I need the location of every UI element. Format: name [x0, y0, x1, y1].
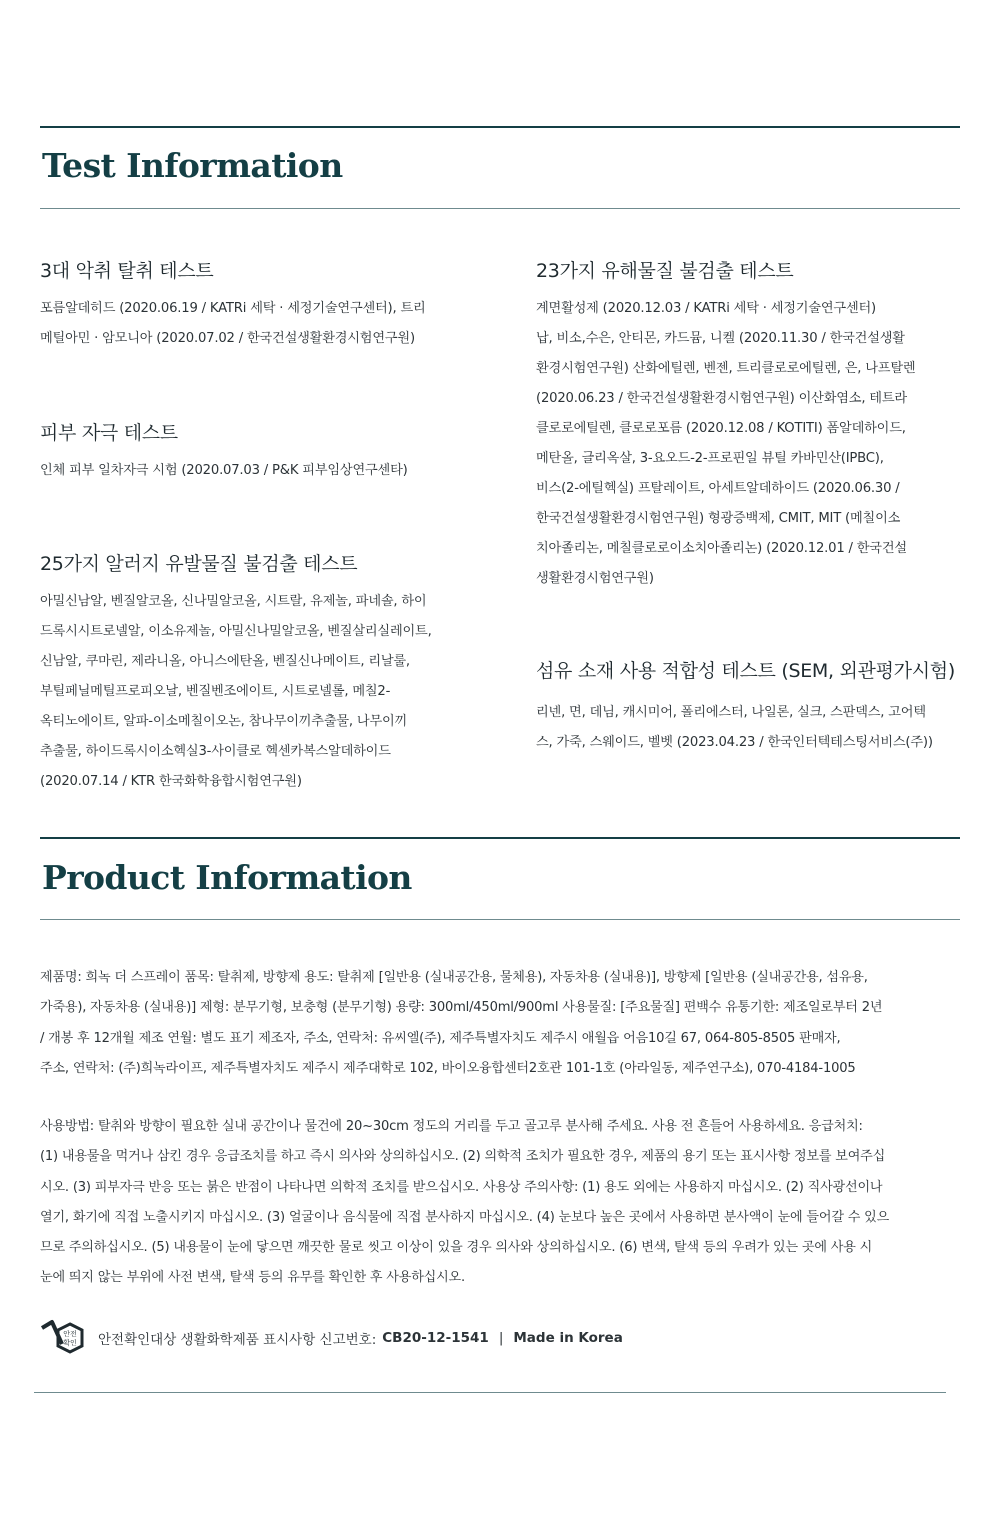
test-body-line: 계면활성제 (2020.12.03 / KATRi 세탁 · 세정기술연구센터) [536, 301, 876, 316]
test-body-line: 납, 비소,수은, 안티몬, 카드뮴, 니켈 (2020.11.30 / 한국건설생활 [536, 331, 905, 346]
product-usage-line: 열기, 화기에 직접 노출시키지 마십시오. (3) 얼굴이나 음식물에 직접 분사하지 마십시오. (4) 눈보다 높은 곳에서 사용하면 분사액이 눈에 들어갈 수 있으 [40, 1209, 890, 1225]
product-usage-line: 사용방법: 탈취와 방향이 필요한 실내 공간이나 물건에 20~30cm 정도의 거리를 두고 골고루 분사해 주세요. 사용 전 흔들어 사용하세요. 응급처치: [40, 1119, 863, 1134]
test-section-title-rule [40, 208, 960, 209]
made-in-label: Made in Korea [513, 1330, 623, 1346]
test-body-line: (2020.06.23 / 한국건설생활환경시험연구원) 이산화염소, 테트라 [536, 391, 907, 406]
test-body-line: 리넨, 면, 데님, 캐시미어, 폴리에스터, 나일론, 실크, 스판덱스, 고어텍 [536, 705, 926, 720]
test-body-fabric [536, 698, 960, 758]
test-body-line: 클로로에틸렌, 클로로포름 (2020.12.08 / KOTITI) 폼알데하이드, [536, 421, 906, 436]
product-usage-line: (1) 내용물을 먹거나 삼킨 경우 응급조치를 하고 즉시 의사와 상의하십시오. (2) 의학적 조치가 필요한 경우, 제품의 용기 또는 표시사항 정보를 보여주십 [40, 1149, 886, 1165]
test-section-top-rule [40, 126, 960, 128]
test-title-odor: 3대 악취 탈취 테스트 [40, 260, 214, 282]
product-spec-text [40, 963, 965, 1084]
test-body-line: 메틸아민 · 암모니아 (2020.07.02 / 한국건설생활환경시험연구원) [40, 331, 415, 346]
test-body-line: 스, 가죽, 스웨이드, 벨벳 (2023.04.23 / 한국인터텍테스팅서비스(주)) [536, 735, 933, 750]
report-number: CB20-12-1541 [382, 1330, 489, 1346]
test-body-odor [40, 294, 480, 354]
test-body-line: 비스(2-에틸헥실) 프탈레이트, 아세트알데하이드 (2020.06.30 / [536, 481, 900, 496]
safety-footer [40, 1318, 623, 1358]
test-body-line: 드록시시트로넬알, 이소유제놀, 아밀신나밀알코올, 벤질살리실레이트, [40, 624, 432, 639]
test-body-line: 신남알, 쿠마린, 제라니올, 아니스에탄올, 벤질신나메이트, 리날룰, [40, 654, 410, 669]
test-body-line: 치아졸리논, 메칠클로로이소치아졸리논) (2020.12.01 / 한국건설 [536, 541, 907, 556]
safety-label: 안전확인대상 생활화학제품 표시사항 신고번호: [98, 1332, 377, 1348]
footer-bottom-rule [34, 1392, 946, 1393]
product-section-top-rule [40, 837, 960, 839]
test-title-allergen: 25가지 알러지 유발물질 불검출 테스트 [40, 553, 358, 575]
test-body-line: 아밀신남알, 벤질알코올, 신나밀알코올, 시트랄, 유제놀, 파네솔, 하이 [40, 594, 427, 609]
test-body-skin [40, 456, 480, 486]
product-spec-line: 제품명: 희녹 더 스프레이 품목: 탈취제, 방향제 용도: 탈취제 [일반용 (실내공간용, 물체용), 자동차용 (실내용)], 방향제 [일반용 (실내공간용, 섬유용, [40, 970, 868, 985]
test-body-line: 인체 피부 일차자극 시험 (2020.07.03 / P&K 피부임상연구센타) [40, 463, 408, 478]
safety-check-icon [40, 1318, 88, 1358]
product-section-title: Product Information [42, 858, 412, 897]
footer-separator: | [498, 1330, 504, 1346]
test-body-line: 생활환경시험연구원) [536, 571, 654, 586]
product-usage-text [40, 1112, 965, 1294]
test-body-allergen [40, 587, 480, 797]
product-spec-line: 주소, 연락처: (주)희녹라이프, 제주특별자치도 제주시 제주대학로 102, 바이오융합센터2호관 101-1호 (아라일동, 제주연구소), 070-4184-1005 [40, 1060, 856, 1076]
svg-text:안전: 안전 [63, 1330, 77, 1338]
product-section-title-rule [40, 919, 960, 920]
test-body-hazard [536, 294, 960, 594]
product-usage-line: 므로 주의하십시오. (5) 내용물이 눈에 닿으면 깨끗한 물로 씻고 이상이 있을 경우 의사와 상의하십시오. (6) 변색, 탈색 등의 우려가 있는 곳에 사용 시 [40, 1240, 873, 1256]
test-body-line: 한국건설생활환경시험연구원) 형광증백제, CMIT, MIT (메칠이소 [536, 511, 901, 526]
product-usage-line: 눈에 띄지 않는 부위에 사전 변색, 탈색 등의 유무를 확인한 후 사용하십시오. [40, 1270, 465, 1286]
test-title-skin: 피부 자극 테스트 [40, 422, 178, 444]
svg-text:확인: 확인 [63, 1339, 77, 1347]
test-section-title: Test Information [42, 146, 343, 185]
test-body-line: 포름알데히드 (2020.06.19 / KATRi 세탁 · 세정기술연구센터), 트리 [40, 301, 426, 316]
test-body-line: 옥티노에이트, 알파-이소메칠이오논, 참나무이끼추출물, 나무이끼 [40, 714, 408, 729]
test-body-line: 메탄올, 글리옥살, 3-요오드-2-프로핀일 뷰틸 카바민산(IPBC), [536, 451, 884, 466]
test-body-line: 부틸페닐메틸프로피오날, 벤질벤조에이트, 시트로넬롤, 메칠2- [40, 684, 391, 699]
product-usage-line: 시오. (3) 피부자극 반응 또는 붉은 반점이 나타나면 의학적 조치를 받으십시오. 사용상 주의사항: (1) 용도 외에는 사용하지 마십시오. (2) 직사광선이나 [40, 1179, 883, 1195]
test-title-fabric: 섬유 소재 사용 적합성 테스트 (SEM, 외관평가시험) [536, 660, 955, 682]
test-body-line: 환경시험연구원) 산화에틸렌, 벤젠, 트리클로로에틸렌, 은, 나프탈렌 [536, 361, 916, 376]
product-spec-line: 가죽용), 자동차용 (실내용)] 제형: 분무기형, 보충형 (분무기형) 용량: 300ml/450ml/900ml 사용물질: [주요물질] 편백수 유통기한: 제조일로부터 2년 [40, 1000, 883, 1016]
product-spec-line: / 개봉 후 12개월 제조 연월: 별도 표기 제조자, 주소, 연락처: 유씨엘(주), 제주특별자치도 제주시 애월읍 어음10길 67, 064-805-8505 판매자, [40, 1030, 841, 1046]
test-body-line: 추출물, 하이드록시이소헥실3-사이클로 헥센카복스알데하이드 [40, 744, 391, 759]
test-body-line: (2020.07.14 / KTR 한국화학융합시험연구원) [40, 774, 302, 789]
test-title-hazard: 23가지 유해물질 불검출 테스트 [536, 260, 794, 282]
